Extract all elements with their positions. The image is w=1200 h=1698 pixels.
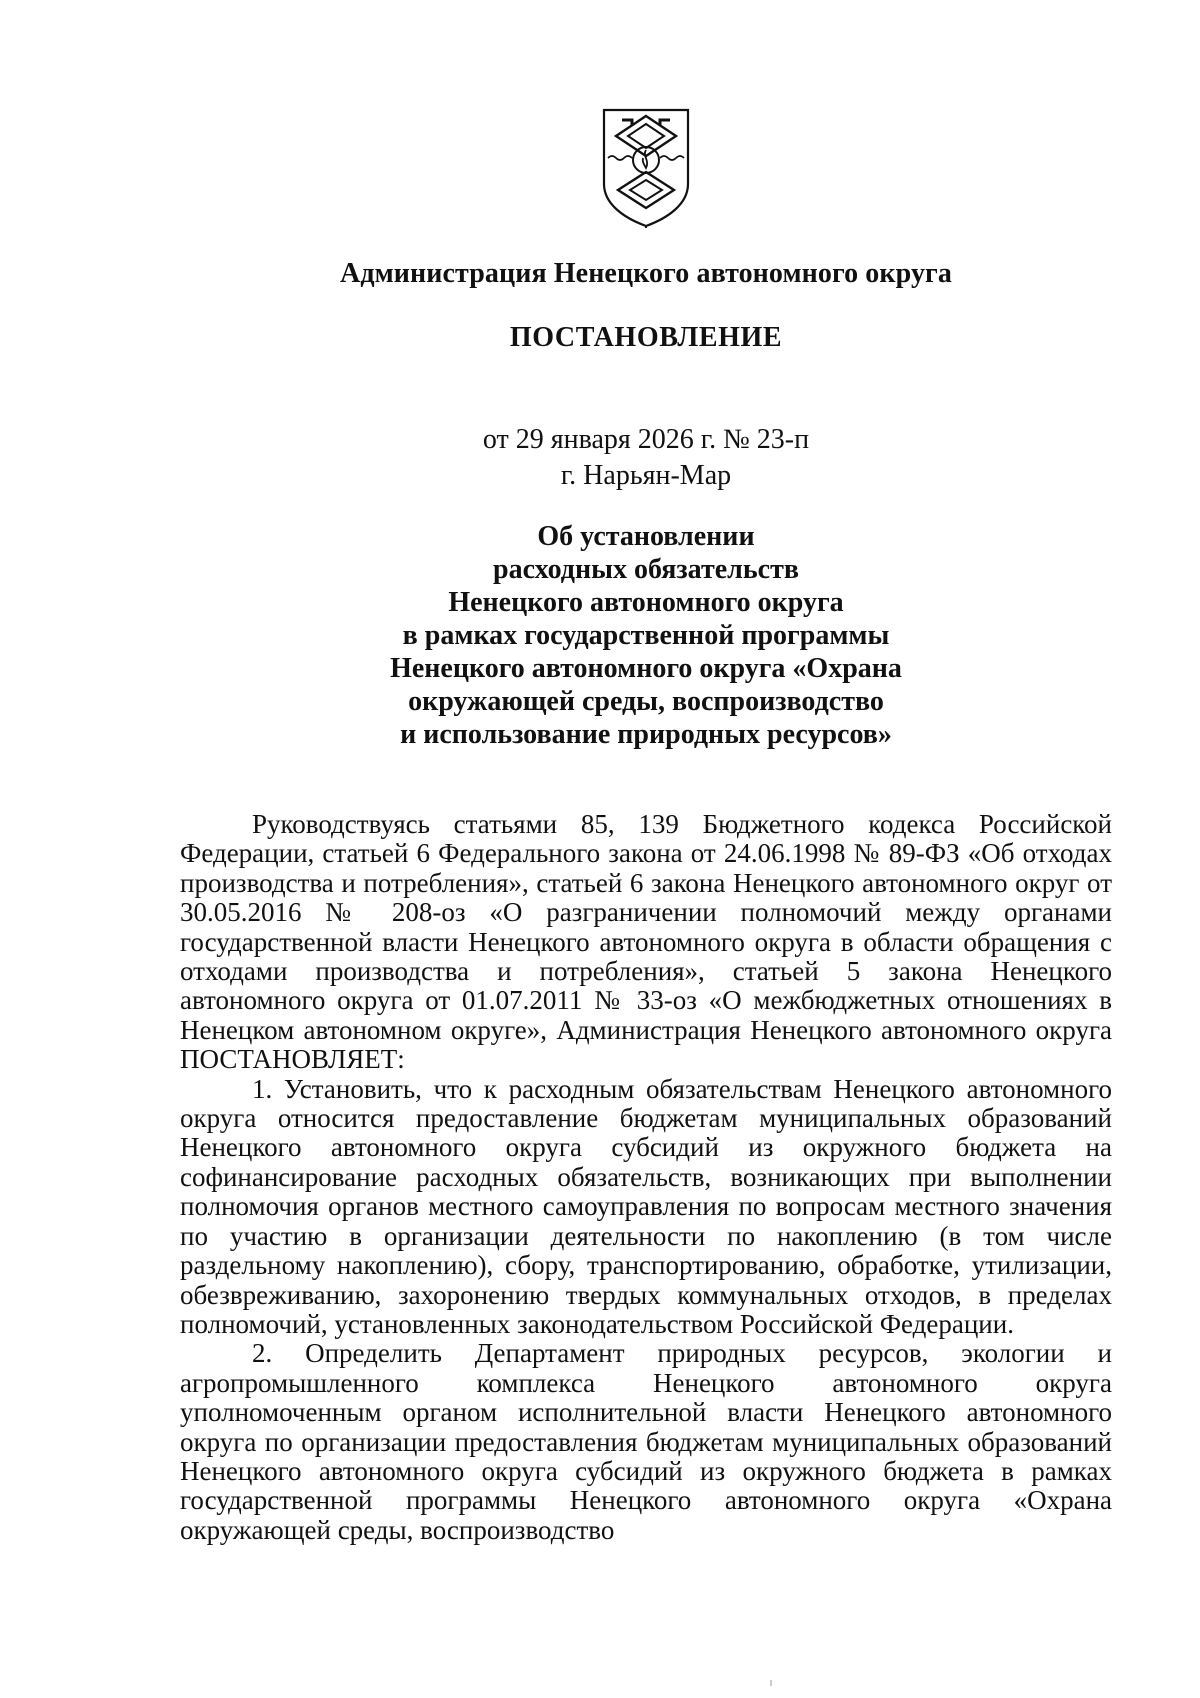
- document-body: [180, 810, 1112, 1545]
- title-line: Об установлении: [537, 521, 755, 552]
- title-line: Ненецкого автономного округа «Охрана: [390, 653, 902, 684]
- organization-name: Администрация Ненецкого автономного округа: [340, 258, 952, 289]
- coat-of-arms-emblem: [598, 106, 694, 228]
- title-line: и использование природных ресурсов»: [400, 719, 892, 750]
- clause-1-paragraph: 1. Установить, что к расходным обязательствам Ненецкого автономного округа относится предоставление бюджетам муниципальных образований Ненецкого автономного округа субсидий из окружного бюджета на софинансирование расходных обязательств, возникающих при выполнении полномочия органов местного самоуправления по вопросам местного значения по участию в организации деятельности по накоплению (в том числе раздельному накоплению), сбору, транспортированию, обработке, утилизации, обезвреживанию, захоронению твердых коммунальных отходов, в пределах полномочий, установленных законодательством Российской Федерации.: [180, 1073, 1112, 1339]
- clause-2-paragraph: 2. Определить Департамент природных ресурсов, экологии и агропромышленного комплекса Ненецкого автономного округа уполномоченным органом исполнительной власти Ненецкого автономного округа по организации предоставления бюджетам муниципальных образований Ненецкого автономного округа субсидий из окружного бюджета в рамках государственной программы Ненецкого автономного округа «Охрана окружающей среды, воспроизводство: [180, 1338, 1112, 1545]
- preamble-paragraph: Руководствуясь статьями 85, 139 Бюджетного кодекса Российской Федерации, статьей 6 Федерального закона от 24.06.1998 № 89-ФЗ «Об отходах производства и потребления», статьей 6 закона Ненецкого автономного округ от 30.05.2016 № 208-оз «О разграничении полномочий между органами государственной власти Ненецкого автономного округа в области обращения с отходами производства и потребления», статьей 5 закона Ненецкого автономного округа от 01.07.2011 № 33-оз «О межбюджетных отношениях в Ненецком автономном округе», Администрация Ненецкого автономного округа ПОСТАНОВЛЯЕТ:: [180, 809, 1112, 1075]
- scan-artifact: [770, 1680, 772, 1686]
- title-line: Ненецкого автономного округа: [448, 587, 844, 618]
- city: г. Нарьян-Мар: [560, 460, 732, 491]
- title-line: в рамках государственной программы: [402, 620, 890, 651]
- document-type: ПОСТАНОВЛЕНИЕ: [509, 322, 783, 353]
- title-line: расходных обязательств: [493, 554, 799, 585]
- date-and-place: [180, 422, 1112, 494]
- title-line: окружающей среды, воспроизводство: [408, 686, 884, 717]
- date-number: от 29 января 2026 г. № 23-п: [482, 424, 810, 455]
- document-title: [180, 520, 1112, 751]
